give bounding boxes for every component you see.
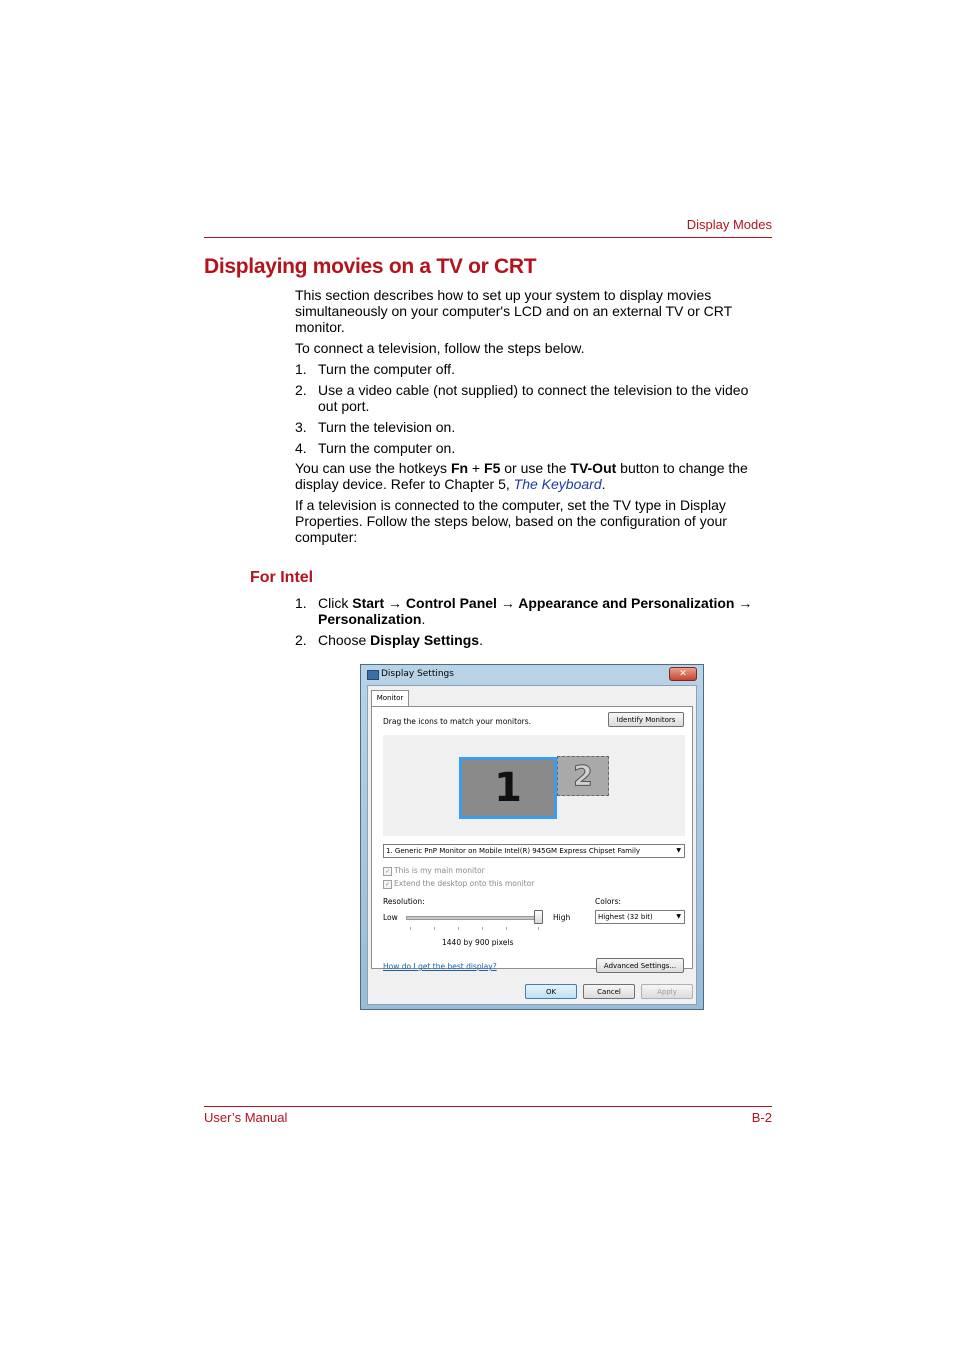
- step-item: [295, 440, 771, 456]
- monitor-panel: [371, 706, 693, 969]
- colors-select[interactable]: [595, 910, 685, 924]
- header-section-label: Display Modes: [686, 217, 772, 232]
- step-text: Turn the computer off.: [318, 361, 455, 377]
- step-number: 4.: [295, 440, 307, 456]
- extend-desktop-checkbox[interactable]: ✓: [384, 881, 391, 888]
- section-subheading: For Intel: [250, 569, 314, 586]
- plus-text: +: [468, 460, 485, 476]
- step-number: 2.: [295, 632, 307, 648]
- choose-text: Choose: [318, 632, 371, 648]
- page-title: Displaying movies on a TV or CRT: [204, 255, 537, 278]
- slider-tick: [458, 927, 459, 930]
- fn-key: Fn: [450, 460, 469, 476]
- monitor-1-icon[interactable]: 1: [459, 757, 557, 819]
- tab-monitor[interactable]: Monitor: [371, 690, 409, 707]
- dialog-body: [367, 685, 697, 1005]
- slider-high-label: High: [553, 913, 571, 922]
- resolution-slider-track[interactable]: [406, 916, 536, 920]
- monitor-arrangement-area: [383, 735, 685, 836]
- hotkeys-paragraph: [295, 460, 771, 492]
- personalization-label: Personalization: [318, 611, 422, 627]
- footer-manual-label: User’s Manual: [204, 1110, 288, 1125]
- hotkeys-text: or use the: [500, 460, 571, 476]
- colors-label: Colors:: [595, 897, 622, 906]
- monitor-2-icon[interactable]: 2: [557, 756, 609, 796]
- intro-line: This section describes how to set up your system to display movies: [295, 287, 712, 303]
- advanced-settings-button[interactable]: Advanced Settings...: [596, 958, 684, 973]
- monitor-select-value: 1. Generic PnP Monitor on Mobile Intel(R) 945GM Express Chipset Family: [386, 847, 641, 855]
- drag-instructions: Drag the icons to match your monitors.: [383, 717, 532, 726]
- hotkeys-text: You can use the hotkeys: [295, 460, 451, 476]
- tvout-button-name: TV-Out: [570, 460, 617, 476]
- hotkeys-text: .: [601, 476, 606, 492]
- ok-button[interactable]: OK: [525, 984, 577, 999]
- step-text: Use a video cable (not supplied) to connect the television to the video: [318, 382, 749, 398]
- step-item: [295, 382, 771, 414]
- f5-key: F5: [484, 460, 501, 476]
- slider-tick: [538, 927, 539, 930]
- cancel-button[interactable]: Cancel: [583, 984, 635, 999]
- step-text: Turn the television on.: [318, 419, 456, 435]
- control-panel-label: Control Panel: [405, 595, 497, 611]
- header-rule: [204, 237, 772, 238]
- tvtype-line: Properties. Follow the steps below, based on the configuration of your: [295, 513, 727, 529]
- period-text: .: [479, 632, 483, 648]
- chevron-down-icon: ▼: [676, 913, 681, 920]
- appearance-label: Appearance and Personalization: [518, 595, 735, 611]
- step-text: Turn the computer on.: [318, 440, 456, 456]
- step-number: 3.: [295, 419, 307, 435]
- resolution-value: 1440 by 900 pixels: [442, 938, 514, 947]
- slider-tick: [410, 927, 411, 930]
- step-text: out port.: [318, 398, 370, 414]
- tvtype-paragraph: [295, 497, 771, 545]
- display-icon: [367, 670, 379, 680]
- close-icon[interactable]: ✕: [669, 667, 697, 681]
- arrow-icon: →: [384, 595, 406, 611]
- tvtype-line: computer:: [295, 529, 358, 545]
- step-item: [295, 361, 771, 377]
- best-display-help-link[interactable]: How do I get the best display?: [383, 962, 497, 971]
- display-settings-label: Display Settings: [370, 632, 480, 648]
- intro-line: simultaneously on your computer's LCD and on an external TV or CRT: [295, 303, 733, 319]
- monitor-select[interactable]: [383, 844, 685, 858]
- display-settings-dialog: [360, 664, 704, 1010]
- main-monitor-label: This is my main monitor: [394, 866, 485, 875]
- tvtype-line: If a television is connected to the computer, set the TV type in Display: [295, 497, 726, 513]
- start-label: Start: [352, 595, 385, 611]
- connect-paragraph: To connect a television, follow the steps below.: [295, 340, 585, 356]
- colors-select-value: Highest (32 bit): [598, 913, 653, 921]
- chevron-down-icon: ▼: [676, 847, 681, 854]
- step-number: 2.: [295, 382, 307, 398]
- extend-desktop-label: Extend the desktop onto this monitor: [394, 879, 535, 888]
- step-item: [295, 419, 771, 435]
- step-number: 1.: [295, 595, 307, 611]
- apply-button[interactable]: Apply: [641, 984, 693, 999]
- step-number: 1.: [295, 361, 307, 377]
- slider-tick: [506, 927, 507, 930]
- arrow-icon: →: [734, 595, 753, 611]
- hotkeys-text: button to change the: [616, 460, 748, 476]
- dialog-title: Display Settings: [381, 669, 454, 679]
- period-text: .: [421, 611, 426, 627]
- intro-line: monitor.: [295, 319, 345, 335]
- intel-step-text: [318, 632, 771, 648]
- intel-step-text: [318, 595, 771, 627]
- click-text: Click: [318, 595, 353, 611]
- resolution-label: Resolution:: [383, 897, 425, 906]
- footer-rule: [204, 1106, 772, 1107]
- resolution-slider-thumb[interactable]: [534, 910, 543, 924]
- arrow-icon: →: [496, 595, 519, 611]
- page-number: B-2: [751, 1110, 772, 1125]
- hotkeys-text: display device. Refer to Chapter 5,: [295, 476, 514, 492]
- slider-tick: [482, 927, 483, 930]
- slider-tick: [434, 927, 435, 930]
- slider-low-label: Low: [383, 913, 398, 922]
- intel-step-item: [295, 595, 771, 627]
- identify-monitors-button[interactable]: Identify Monitors: [608, 712, 684, 727]
- intro-paragraph: [295, 287, 771, 335]
- main-monitor-checkbox[interactable]: ✓: [384, 868, 391, 875]
- intel-step-item: [295, 632, 771, 648]
- keyboard-chapter-link[interactable]: The Keyboard: [513, 476, 602, 492]
